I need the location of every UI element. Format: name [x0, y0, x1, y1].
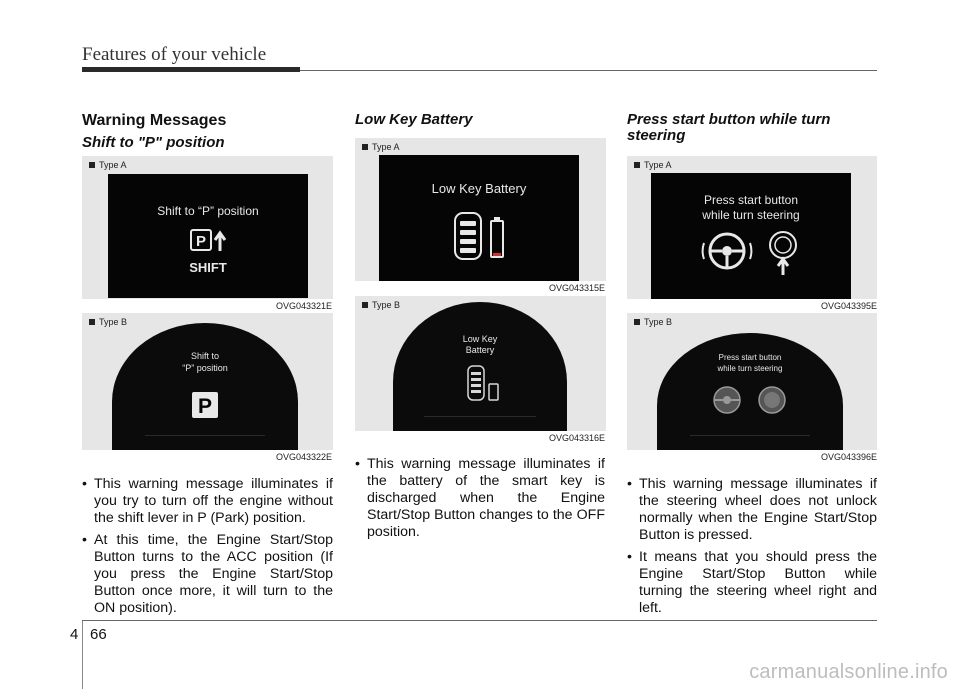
list-item: • It means that you should press the Engine Start/Stop Button while turning the steering wheel right and left.: [627, 549, 877, 617]
display-divider: [424, 416, 535, 417]
column-3-subtitle-line-1: Press start button while turn: [627, 111, 831, 128]
figure-code: OVG043321E: [275, 301, 332, 311]
display-screen: [379, 155, 579, 281]
start-button-icon: [761, 229, 805, 277]
shift-label: SHIFT: [189, 260, 227, 275]
filled-square-icon: [362, 302, 368, 308]
svg-text:P: P: [197, 395, 213, 418]
park-gear-icon: [191, 391, 219, 419]
screen-message: Press start button: [718, 353, 782, 362]
list-item: • This warning message illuminates if the battery of the smart key is discharged when the Engine Start/Stop Button changes to the OFF position.: [355, 456, 605, 541]
header-title: Features of your vehicle: [82, 44, 267, 65]
svg-text:P: P: [195, 233, 207, 250]
col1-type-b-panel: [82, 313, 333, 450]
figure-code: OVG043396E: [820, 452, 877, 462]
round-display: [112, 323, 298, 450]
filled-square-icon: [89, 319, 95, 325]
column-3-bullets: [627, 476, 877, 622]
filled-square-icon: [634, 319, 640, 325]
figure-code: OVG043322E: [275, 452, 332, 462]
screen-message: while turn steering: [702, 208, 800, 222]
type-label: Type B: [89, 317, 127, 327]
footer-rule: [82, 620, 877, 621]
column-2-bullets: [355, 456, 605, 546]
screen-message: Low Key Battery: [431, 181, 527, 196]
screen-message: Shift to “P” position: [157, 204, 259, 218]
section-title: Warning Messages: [82, 112, 227, 129]
list-item: • At this time, the Engine Start/Stop Button turns to the ACC position (If you press the Engine Start/Stop Button once more, it will turn to the ON position).: [82, 532, 333, 617]
filled-square-icon: [362, 144, 368, 150]
screen-message: Battery: [465, 345, 495, 355]
col1-type-a-panel: [82, 156, 333, 299]
start-button-icon: [757, 385, 787, 415]
col3-type-b-panel: [627, 313, 877, 450]
column-3-subtitle-line-2: steering: [627, 127, 686, 144]
watermark-link[interactable]: carmanualsonline.info: [749, 661, 948, 683]
type-label: Type B: [634, 317, 672, 327]
display-divider: [145, 435, 264, 436]
screen-message: while turn steering: [717, 364, 783, 373]
round-display: [393, 302, 567, 431]
display-screen: [108, 174, 308, 298]
screen-message: Press start button: [703, 193, 799, 207]
filled-square-icon: [634, 162, 640, 168]
footer-divider: [82, 621, 83, 689]
col2-type-a-panel: [355, 138, 606, 281]
screen-message: “P” position: [182, 363, 228, 373]
list-item: • This warning message illuminates if the steering wheel does not unlock normally when the Engine Start/Stop Button is pressed.: [627, 476, 877, 544]
header-bar: [82, 67, 300, 72]
round-display: [657, 333, 843, 450]
type-label: Type A: [362, 142, 400, 152]
page-number: 66: [90, 626, 107, 643]
display-divider: [690, 435, 809, 436]
column-2-subtitle: Low Key Battery: [355, 111, 473, 128]
figure-code: OVG043316E: [548, 433, 605, 443]
screen-message: Low Key: [462, 334, 498, 344]
display-screen: [651, 173, 851, 299]
col3-type-a-panel: [627, 156, 877, 299]
steering-wheel-icon: [712, 385, 742, 415]
screen-message: Shift to: [190, 351, 219, 361]
type-label: Type B: [362, 300, 400, 310]
park-gear-icon: [190, 229, 230, 257]
column-1-bullets: [82, 476, 333, 622]
type-label: Type A: [89, 160, 127, 170]
column-1-subtitle: Shift to "P" position: [82, 134, 225, 151]
figure-code: OVG043395E: [820, 301, 877, 311]
smart-key-battery-icon: [451, 211, 511, 261]
steering-wheel-icon: [701, 229, 753, 277]
chapter-number: 4: [70, 626, 79, 643]
header-rule: [300, 70, 877, 71]
smart-key-battery-icon: [465, 364, 501, 404]
filled-square-icon: [89, 162, 95, 168]
type-label: Type A: [634, 160, 672, 170]
list-item: • This warning message illuminates if you try to turn off the engine without the shift lever in P (Park) position.: [82, 476, 333, 527]
figure-code: OVG043315E: [548, 283, 605, 293]
col2-type-b-panel: [355, 296, 606, 431]
